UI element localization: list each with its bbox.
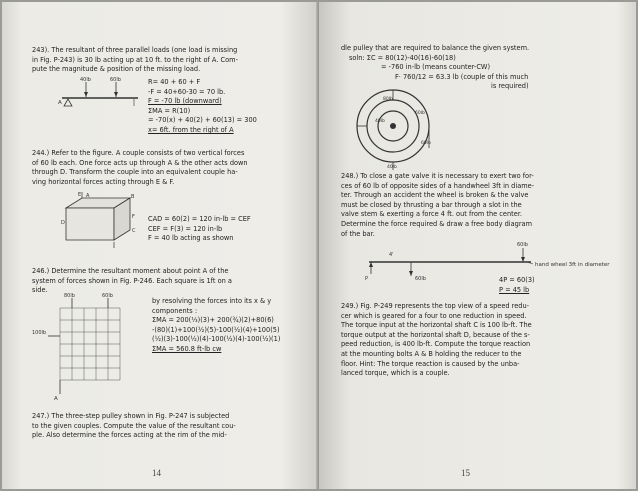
svg-text:60lb: 60lb <box>415 111 425 116</box>
problem-line: of 60 lb each. One force acts up through A & the other acts down <box>32 158 248 167</box>
svg-text:80lb: 80lb <box>64 293 75 299</box>
load-label: 60lb <box>110 77 121 83</box>
problem-line: floor. Hint: The torque reaction is caused by the unba- <box>341 359 520 368</box>
problem-line: through D. Transform the couple into an equivalent couple ha- <box>32 168 238 177</box>
problem-line: dle pulley that are required to balance the given system. <box>341 44 530 52</box>
page-number: 14 <box>152 468 161 478</box>
solution-line: R= 40 + 60 + F <box>148 78 201 86</box>
problem-247-continued <box>341 44 529 92</box>
solution-line: -F = 40+60-30 = 70 lb. <box>148 87 226 96</box>
svg-text:A: A <box>86 193 90 199</box>
svg-text:80lb: 80lb <box>383 97 393 102</box>
solution-line: soln: ΣC = 80(12)-40(16)-60(18) <box>349 53 456 62</box>
svg-text:60lb: 60lb <box>102 293 113 299</box>
left-page <box>2 2 319 489</box>
right-page <box>319 2 636 489</box>
problem-247 <box>32 412 236 441</box>
problem-249 <box>341 302 532 379</box>
figure-247-pulley <box>355 88 431 170</box>
solution-line: F· 760/12 = 63.3 lb (couple of this much <box>395 72 529 81</box>
problem-line: pute the magnitude & position of the missing load. <box>32 65 201 74</box>
solution-line: F = -70 lb (downward) <box>148 97 222 106</box>
problem-line: side. <box>32 286 48 295</box>
problem-line: lanced torque, which is a couple. <box>341 369 450 378</box>
figure-244-block <box>60 190 140 248</box>
solution-line: ΣMA = 200(⅓)(3)+ 200(¾)(2)+80(6) <box>152 316 274 325</box>
problem-line: torque output at the horizontal shaft D, because of the s- <box>341 330 530 339</box>
open-book <box>2 2 636 489</box>
svg-text:60lb: 60lb <box>517 242 528 248</box>
problem-line: cer which is geared for a four to one reduction in speed. <box>341 311 527 320</box>
problem-line: 246.) Determine the resultant moment about point A of the <box>32 267 229 275</box>
figure-246-grid <box>32 293 140 402</box>
solution-line: = -760 in-lb (means counter-CW) <box>381 63 491 72</box>
solution-line: ΣMA = 560.8 ft-lb cw <box>152 344 222 353</box>
svg-text:B: B <box>131 194 135 200</box>
solution-246 <box>152 297 280 355</box>
figure-248-bar <box>359 242 610 282</box>
solution-243 <box>148 78 257 136</box>
problem-line: at the mounting bolts A & B holding the reducer to the <box>341 349 522 358</box>
solution-line: P = 45 lb <box>499 285 530 294</box>
load-label: 40lb <box>80 77 91 83</box>
solution-line: F = 40 lb acting as shown <box>148 234 234 243</box>
problem-line: valve stem & exerting a force 4 ft. out from the center. <box>341 210 523 219</box>
problem-line: ving horizontal forces acting through E & F. <box>32 177 175 186</box>
problem-line: of the bar. <box>341 229 375 238</box>
svg-text:100lb: 100lb <box>32 330 47 336</box>
solution-line: (½)(3)-100(½)(4)-100(½)(4)-100(½)(1) <box>152 335 281 344</box>
svg-text:60lb: 60lb <box>421 141 431 146</box>
problem-line: in Fig. P-243) is 30 lb acting up at 10 ft. to the right of A. Com- <box>32 55 238 64</box>
problem-line: 244.) Refer to the figure. A couple consists of two vertical forces <box>32 149 245 157</box>
solution-line: x= 6ft. from the right of A <box>148 125 234 134</box>
problem-line: ces of 60 lb of opposite sides of a handwheel 3ft in diame- <box>341 181 535 190</box>
solution-248 <box>499 276 535 295</box>
svg-text:40lb: 40lb <box>387 165 397 170</box>
problem-line: must be closed by thrusting a bar through a slot in the <box>341 200 522 209</box>
page-number: 15 <box>461 468 470 478</box>
svg-text:A: A <box>54 396 58 402</box>
figure-243 <box>58 76 144 116</box>
svg-text:D: D <box>61 220 65 226</box>
problem-line: 243). The resultant of three parallel loads (one load is missing <box>32 46 238 54</box>
svg-text:E: E <box>78 192 82 198</box>
problem-246 <box>32 267 232 296</box>
problem-line: 247.) The three-step pulley shown in Fig. P-247 is subjected <box>32 412 230 420</box>
solution-line: CEF = F(3) = 120 in-lb <box>148 224 223 233</box>
svg-text:F: F <box>132 214 135 220</box>
problem-line: system of forces shown in Fig. P-246. Each square is 1ft on a <box>32 276 232 285</box>
svg-text:4': 4' <box>389 252 394 258</box>
solution-244 <box>148 215 251 244</box>
problem-line: peed reduction, is 400 lb-ft. Compute the torque reaction <box>341 340 531 349</box>
point-label: A <box>58 100 62 106</box>
solution-line: components : <box>152 306 198 315</box>
problem-248 <box>341 172 534 239</box>
solution-line: is required) <box>491 82 529 91</box>
svg-text:40lb: 40lb <box>375 119 385 124</box>
svg-text:60lb: 60lb <box>415 276 426 282</box>
problem-line: 249.) Fig. P-249 represents the top view of a speed redu- <box>341 302 530 310</box>
problem-line: ter. Through an accident the wheel is broken & the valve <box>341 191 529 200</box>
problem-line: 248.) To close a gate valve it is necessary to exert two for- <box>341 172 534 180</box>
solution-line: CAD = 60(2) = 120 in-lb = CEF <box>148 215 251 223</box>
svg-text:hand wheel 3ft in diameter: hand wheel 3ft in diameter <box>535 262 610 268</box>
problem-line: Determine the force required & draw a free body diagram <box>341 219 533 228</box>
problem-244 <box>32 149 248 187</box>
solution-line: ΣMA = R(10) <box>148 106 191 115</box>
svg-text:C: C <box>132 228 136 234</box>
problem-243 <box>32 46 238 75</box>
svg-text:P: P <box>365 276 369 282</box>
solution-line: -(80)(1)+100(½)(5)-100(½)(4)+100(5) <box>152 325 280 334</box>
solution-line: 4P = 60(3) <box>499 276 535 284</box>
solution-line: = -70(x) + 40(2) + 60(13) = 300 <box>148 116 257 125</box>
problem-line: ple. Also determine the forces acting at the rim of the mid- <box>32 431 227 440</box>
problem-line: to the given couples. Compute the value of the resultant cou- <box>32 421 236 430</box>
problem-line: The torque input at the horizontal shaft C is 100 lb-ft. The <box>341 321 532 330</box>
solution-line: by resolving the forces into its x & y <box>152 297 272 305</box>
